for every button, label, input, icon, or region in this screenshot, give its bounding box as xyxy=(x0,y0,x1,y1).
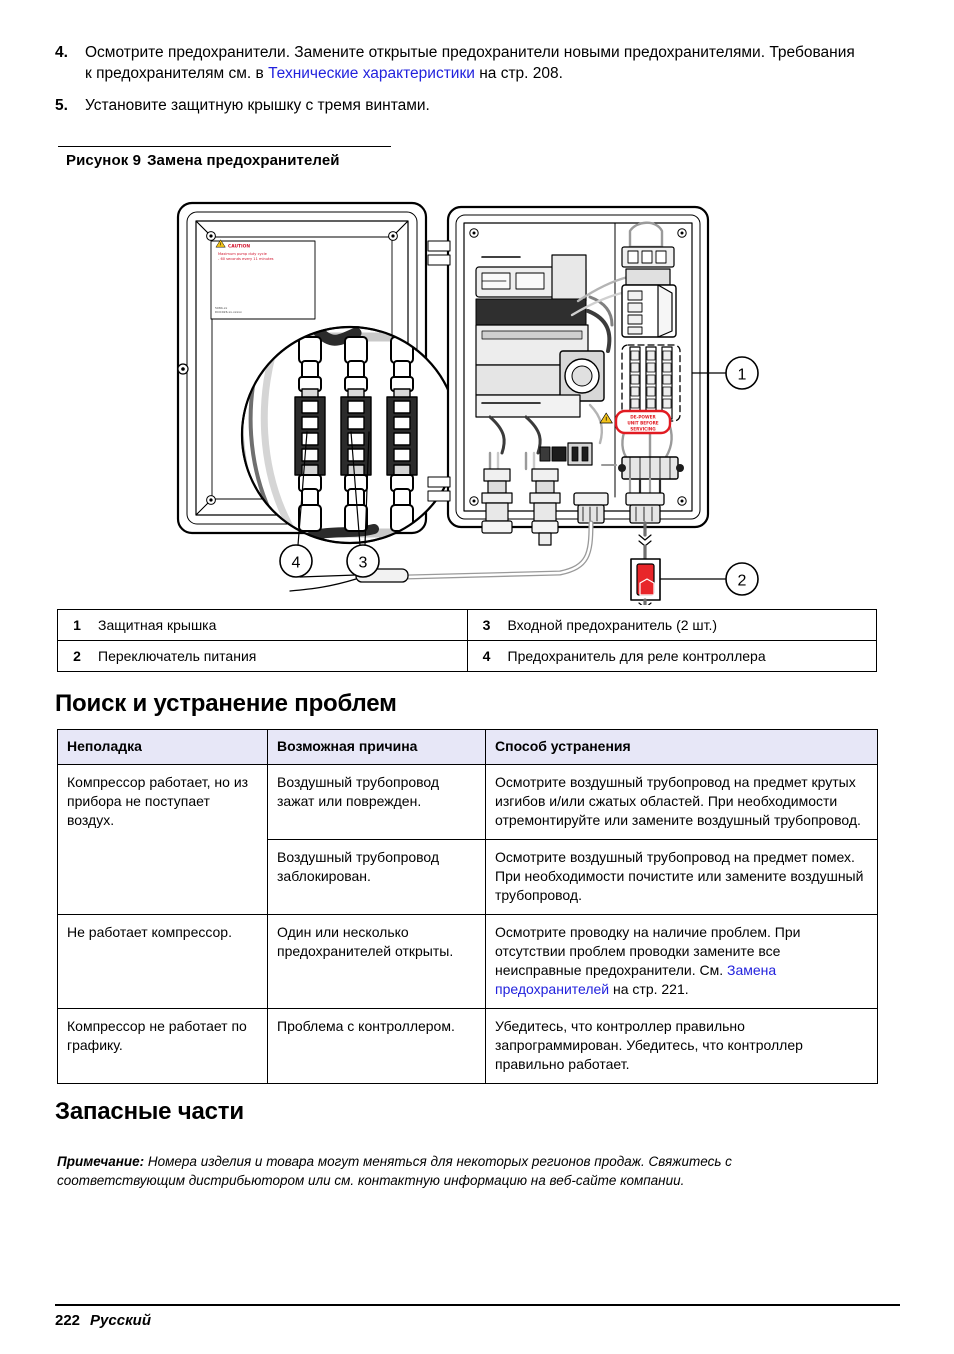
callout-2 xyxy=(726,563,758,595)
figure-caption-rule xyxy=(58,146,391,147)
solution-text: Осмотрите воздушный трубопровод на предмет крутых изгибов и/или сжатых областей. При необходимости отремонтируйте или замените воздушный трубопровод. xyxy=(495,774,861,828)
compressor-assembly xyxy=(476,255,604,417)
table-header-row xyxy=(58,730,878,765)
power-switch-assembly xyxy=(631,523,660,605)
svg-text:SERVICING: SERVICING xyxy=(630,426,656,432)
step-4-text-after: на стр. 208. xyxy=(474,65,563,82)
fuse-holders-actual xyxy=(630,347,672,419)
legend-key-3: 3 xyxy=(467,610,500,641)
table-row xyxy=(58,610,877,641)
step-5-number: 5. xyxy=(55,97,68,114)
legend-key-2: 2 xyxy=(58,641,91,672)
svg-text:DOC026.xx.xxxxx: DOC026.xx.xxxxx xyxy=(215,310,242,314)
legend-value-2: Переключатель питания xyxy=(90,641,467,672)
page-number: 222 xyxy=(55,1312,81,1329)
table-row xyxy=(58,915,878,1009)
legend-key-4: 4 xyxy=(467,641,500,672)
solution-text: Убедитесь, что контроллер правильно запрограммирован. Убедитесь, что контроллер правильно работает. xyxy=(495,1018,803,1072)
legend-value-1: Защитная крышка xyxy=(90,610,467,641)
figure-caption xyxy=(66,152,340,169)
figure-caption-title: Замена предохранителей xyxy=(147,152,340,169)
cell-cause: Проблема с контроллером. xyxy=(268,1009,486,1084)
spare-parts-note xyxy=(57,1152,857,1190)
svg-text:CAUTION: CAUTION xyxy=(228,244,251,250)
callout-4 xyxy=(280,545,312,577)
legend-value-4: Предохранитель для реле контроллера xyxy=(500,641,877,672)
page-title-troubleshooting: Поиск и устранение проблем xyxy=(55,690,397,717)
cell-problem: Не работает компрессор. xyxy=(58,915,268,1009)
legend-key-1: 1 xyxy=(58,610,91,641)
callout-3 xyxy=(347,545,379,577)
svg-text:2: 2 xyxy=(737,572,747,590)
cell-solution xyxy=(486,840,878,915)
procedure-steps xyxy=(55,42,855,127)
svg-text:4: 4 xyxy=(291,554,301,572)
note-text: Номера изделия и товара могут меняться для некоторых регионов продаж. Свяжитесь с соответствующим дистрибьютором или см. контактную информацию на веб-сайте компании. xyxy=(57,1154,732,1188)
cell-cause: Один или несколько предохранителей открыты. xyxy=(268,915,486,1009)
figure-caption-label: Рисунок 9 xyxy=(66,152,142,169)
svg-text:3: 3 xyxy=(358,554,368,572)
troubleshooting-table xyxy=(57,729,878,1084)
solution-text: Осмотрите проводку на наличие проблем. При отсутствии проблем проводки замените все неисправные предохранители. См. xyxy=(495,924,801,978)
solution-crossref-link[interactable]: Замена предохранителей xyxy=(495,962,777,997)
cell-problem: Компрессор не работает по графику. xyxy=(58,1009,268,1084)
cell-problem: Компрессор работает, но из прибора не поступает воздух. xyxy=(58,765,268,915)
svg-text:DE-POWER: DE-POWER xyxy=(630,414,656,420)
table-row xyxy=(58,765,878,840)
svg-text:UNIT BEFORE: UNIT BEFORE xyxy=(627,420,659,426)
note-label: Примечание: xyxy=(57,1154,145,1169)
svg-text:- 60 seconds every 11 minutes: - 60 seconds every 11 minutes xyxy=(218,257,274,262)
magnified-fuse-detail xyxy=(239,327,458,543)
column-header-cause: Возможная причина xyxy=(268,730,486,765)
legend-value-3: Входной предохранитель (2 шт.) xyxy=(500,610,877,641)
figure-fuse-replacement-illustration xyxy=(160,185,780,605)
column-header-solution: Способ устранения xyxy=(486,730,878,765)
table-row xyxy=(58,1009,878,1084)
step-4-text xyxy=(85,42,855,84)
step-5-text: Установите защитную крышку с тремя винтами. xyxy=(85,97,430,114)
page-title-spare-parts: Запасные части xyxy=(55,1098,244,1125)
step-4-number: 4. xyxy=(55,44,68,61)
cell-cause: Воздушный трубопровод заблокирован. xyxy=(268,840,486,915)
table-row xyxy=(58,641,877,672)
cell-solution xyxy=(486,915,878,1009)
step-4-crossref-link[interactable]: Технические характеристики xyxy=(268,65,475,82)
cell-cause: Воздушный трубопровод зажат или поврежден. xyxy=(268,765,486,840)
callout-1 xyxy=(726,357,758,389)
solution-text: Осмотрите воздушный трубопровод на предмет помех. При необходимости почистите или замените воздушный трубопровод. xyxy=(495,849,864,903)
footer-language: Русский xyxy=(90,1312,151,1329)
footer-rule xyxy=(55,1304,900,1306)
solution-text-after: на стр. 221. xyxy=(609,981,689,997)
svg-text:5084-xx: 5084-xx xyxy=(215,306,228,310)
caution-label xyxy=(211,240,315,319)
cell-solution xyxy=(486,1009,878,1084)
svg-text:Maximum pump duty cycle: Maximum pump duty cycle xyxy=(218,252,267,256)
step-5 xyxy=(55,95,855,116)
column-header-problem: Неполадка xyxy=(58,730,268,765)
step-4-text-before: Осмотрите предохранители. Замените открытые предохранители новыми предохранителями. Требования к предохранителям см. в xyxy=(85,44,855,82)
cell-solution xyxy=(486,765,878,840)
page-footer xyxy=(55,1312,151,1329)
step-4 xyxy=(55,42,855,84)
svg-text:1: 1 xyxy=(737,366,747,384)
figure-legend-table xyxy=(57,609,877,672)
